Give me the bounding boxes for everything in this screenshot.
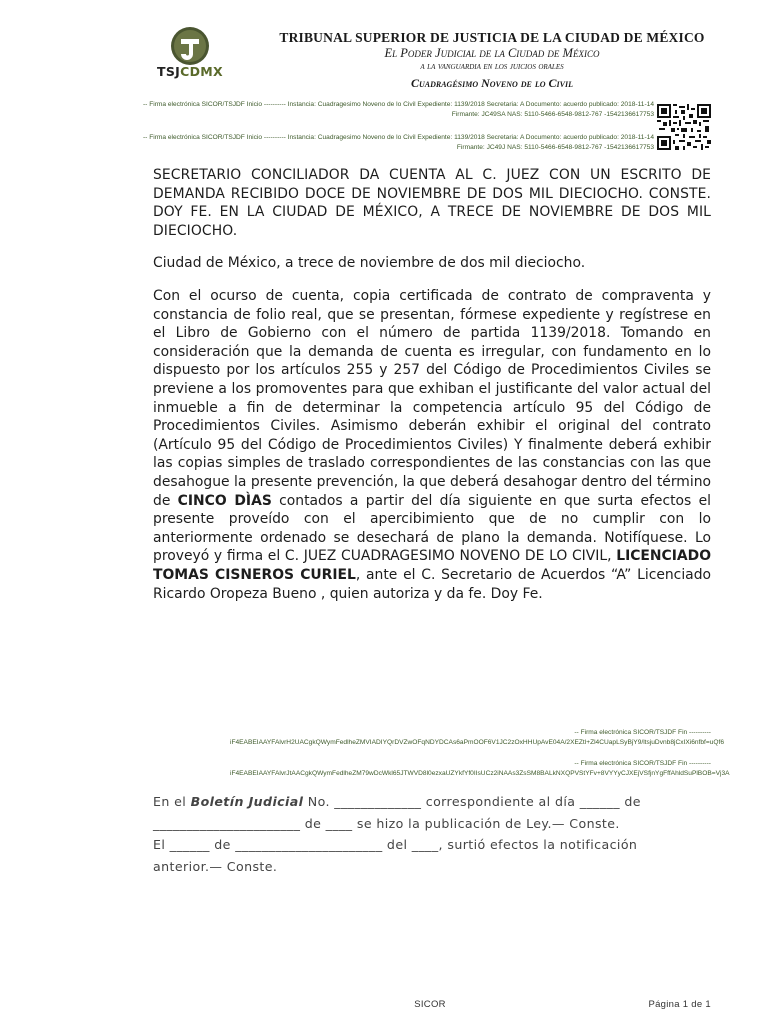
court-name: TRIBUNAL SUPERIOR DE JUSTICIA DE LA CIUDAD DE MÉXICO [279,30,705,45]
judge-name: LICENCIADO TOMAS CISNEROS CURIEL [153,548,711,583]
electronic-signature-start-2: -- Firma electrónica SICOR/TSJDF Inicio ---------- Instancia: Cuadragesimo Noveno de lo Civil Expediente: 1139/2018 Secretaria: A Documento: acuerdo publicado: 2018-11-14 Firmante: JC49J NAS: 5110-5466-6548-9812-767 -1542136617753 [142,134,654,151]
heading-paragraph: SECRETARIO CONCILIADOR DA CUENTA AL C. JUEZ CON UN ESCRITO DE DEMANDA RECIBIDO DOCE DE NOVIEMBRE DE DOS MIL DIECIOCHO. CONSTE. DOY FE. EN LA CIUDAD DE MÉXICO, A TRECE DE NOVIEMBRE DE DOS MIL DIECIOCHO. [153,167,711,239]
court-section: Cuadragésimo Noveno de lo Civil [410,76,574,90]
boletin-notice [153,791,711,877]
boletin-line-3: El ______ de ______________________ del ____, surtió efectos la notificación [153,837,638,852]
page-number: Página 1 de 1 [648,999,711,1010]
boletin-line-4: anterior.— Conste. [153,858,278,874]
date-line: Ciudad de México, a trece de noviembre de dos mil dieciocho. [153,255,586,271]
electronic-signature-end-1: -- Firma electrónica SICOR/TSJDF Fin ---------- iF4EABEIAAYFAlvrH2UACgkQWymFedlheZMVIADIYQrDVZwOFqNDYDCAs6aPmOOF6V1JC2zOxHHUpAvE04A/2XEZtl+Zl4CUapLSyBjY9/ltsjuDvnb8jCxIXi6nfbf=uQf6 [230,729,725,746]
court-header [236,30,748,91]
boletin-line-1: En el Boletín Judicial No. _____________ correspondiente al día ______ de [153,794,641,809]
boletin-line-2: ______________________ de ____ se hizo la publicación de Ley.— Conste. [153,815,620,831]
term-days: CINCO DÌAS [177,492,272,509]
court-motto: a la vanguardia en los juicios orales [420,61,564,72]
court-subtitle: El Poder Judicial de la Ciudad de México [384,46,600,60]
electronic-signature-start-1: -- Firma electrónica SICOR/TSJDF Inicio ---------- Instancia: Cuadragesimo Noveno de lo Civil Expediente: 1139/2018 Secretaria: A Documento: acuerdo publicado: 2018-11-14 Firmante: JC49SA NAS: 5110-5466-6548-9812-767 -1542136617753 [142,101,654,118]
tsj-logo-text: TSJCDMX [157,64,223,79]
footer-system: SICOR [414,999,446,1010]
qr-code [657,104,711,150]
main-paragraph: Con el ocurso de cuenta, copia certificada de contrato de compraventa y constancia de folio real, que se presentan, fórmese expediente y regístrese en el Libro de Gobierno con el número de partida 1139/2018. Tomando en consideración que la demanda de cuenta es irregular, con fundamento en lo dispuesto por los artículos 255 y 257 del Código de Procedimientos Civiles se previene a los promoventes para que exhiban el justificante del valor actual del inmueble a fin de determinar la competencia artículo 95 del Código de Procedimientos Civiles. Asimismo deberán exhibir el original del contrato (Artículo 95 del Código de Procedimientos Civiles) Y finalmente deberá exhibir las copias simples de traslado correspondientes de las constancias con las que desahogue la presente prevención, la que deberá desahogar dentro del término de CINCO DÌAS contados a partir del día siguiente en que surta efectos el presente proveído con el apercibimiento que de no cumplir con lo anteriormente ordenado se desechará de plano la demanda. Notifíquese. Lo proveyó y firma el C. JUEZ CUADRAGESIMO NOVENO DE LO CIVIL, LICENCIADO TOMAS CISNEROS CURIEL, ante el C. Secretario de Acuerdos “A” Licenciado Ricardo Oropeza Bueno , quien autoriza y da fe. Doy Fe. [153,288,712,602]
electronic-signature-end-2: -- Firma electrónica SICOR/TSJDF Fin ---------- iF4EABEIAAYFAlvrJtAACgkQWymFedlheZM79wDcWkl65JTWVD8l0ezxaUZYkfYf0IIsUCz2iNAAs3ZsSM8BALkNXQPVStYFv+8VYYyCJXEjVSfjnYgFffAhldSuPlBOB=Vj3A [230,760,730,777]
